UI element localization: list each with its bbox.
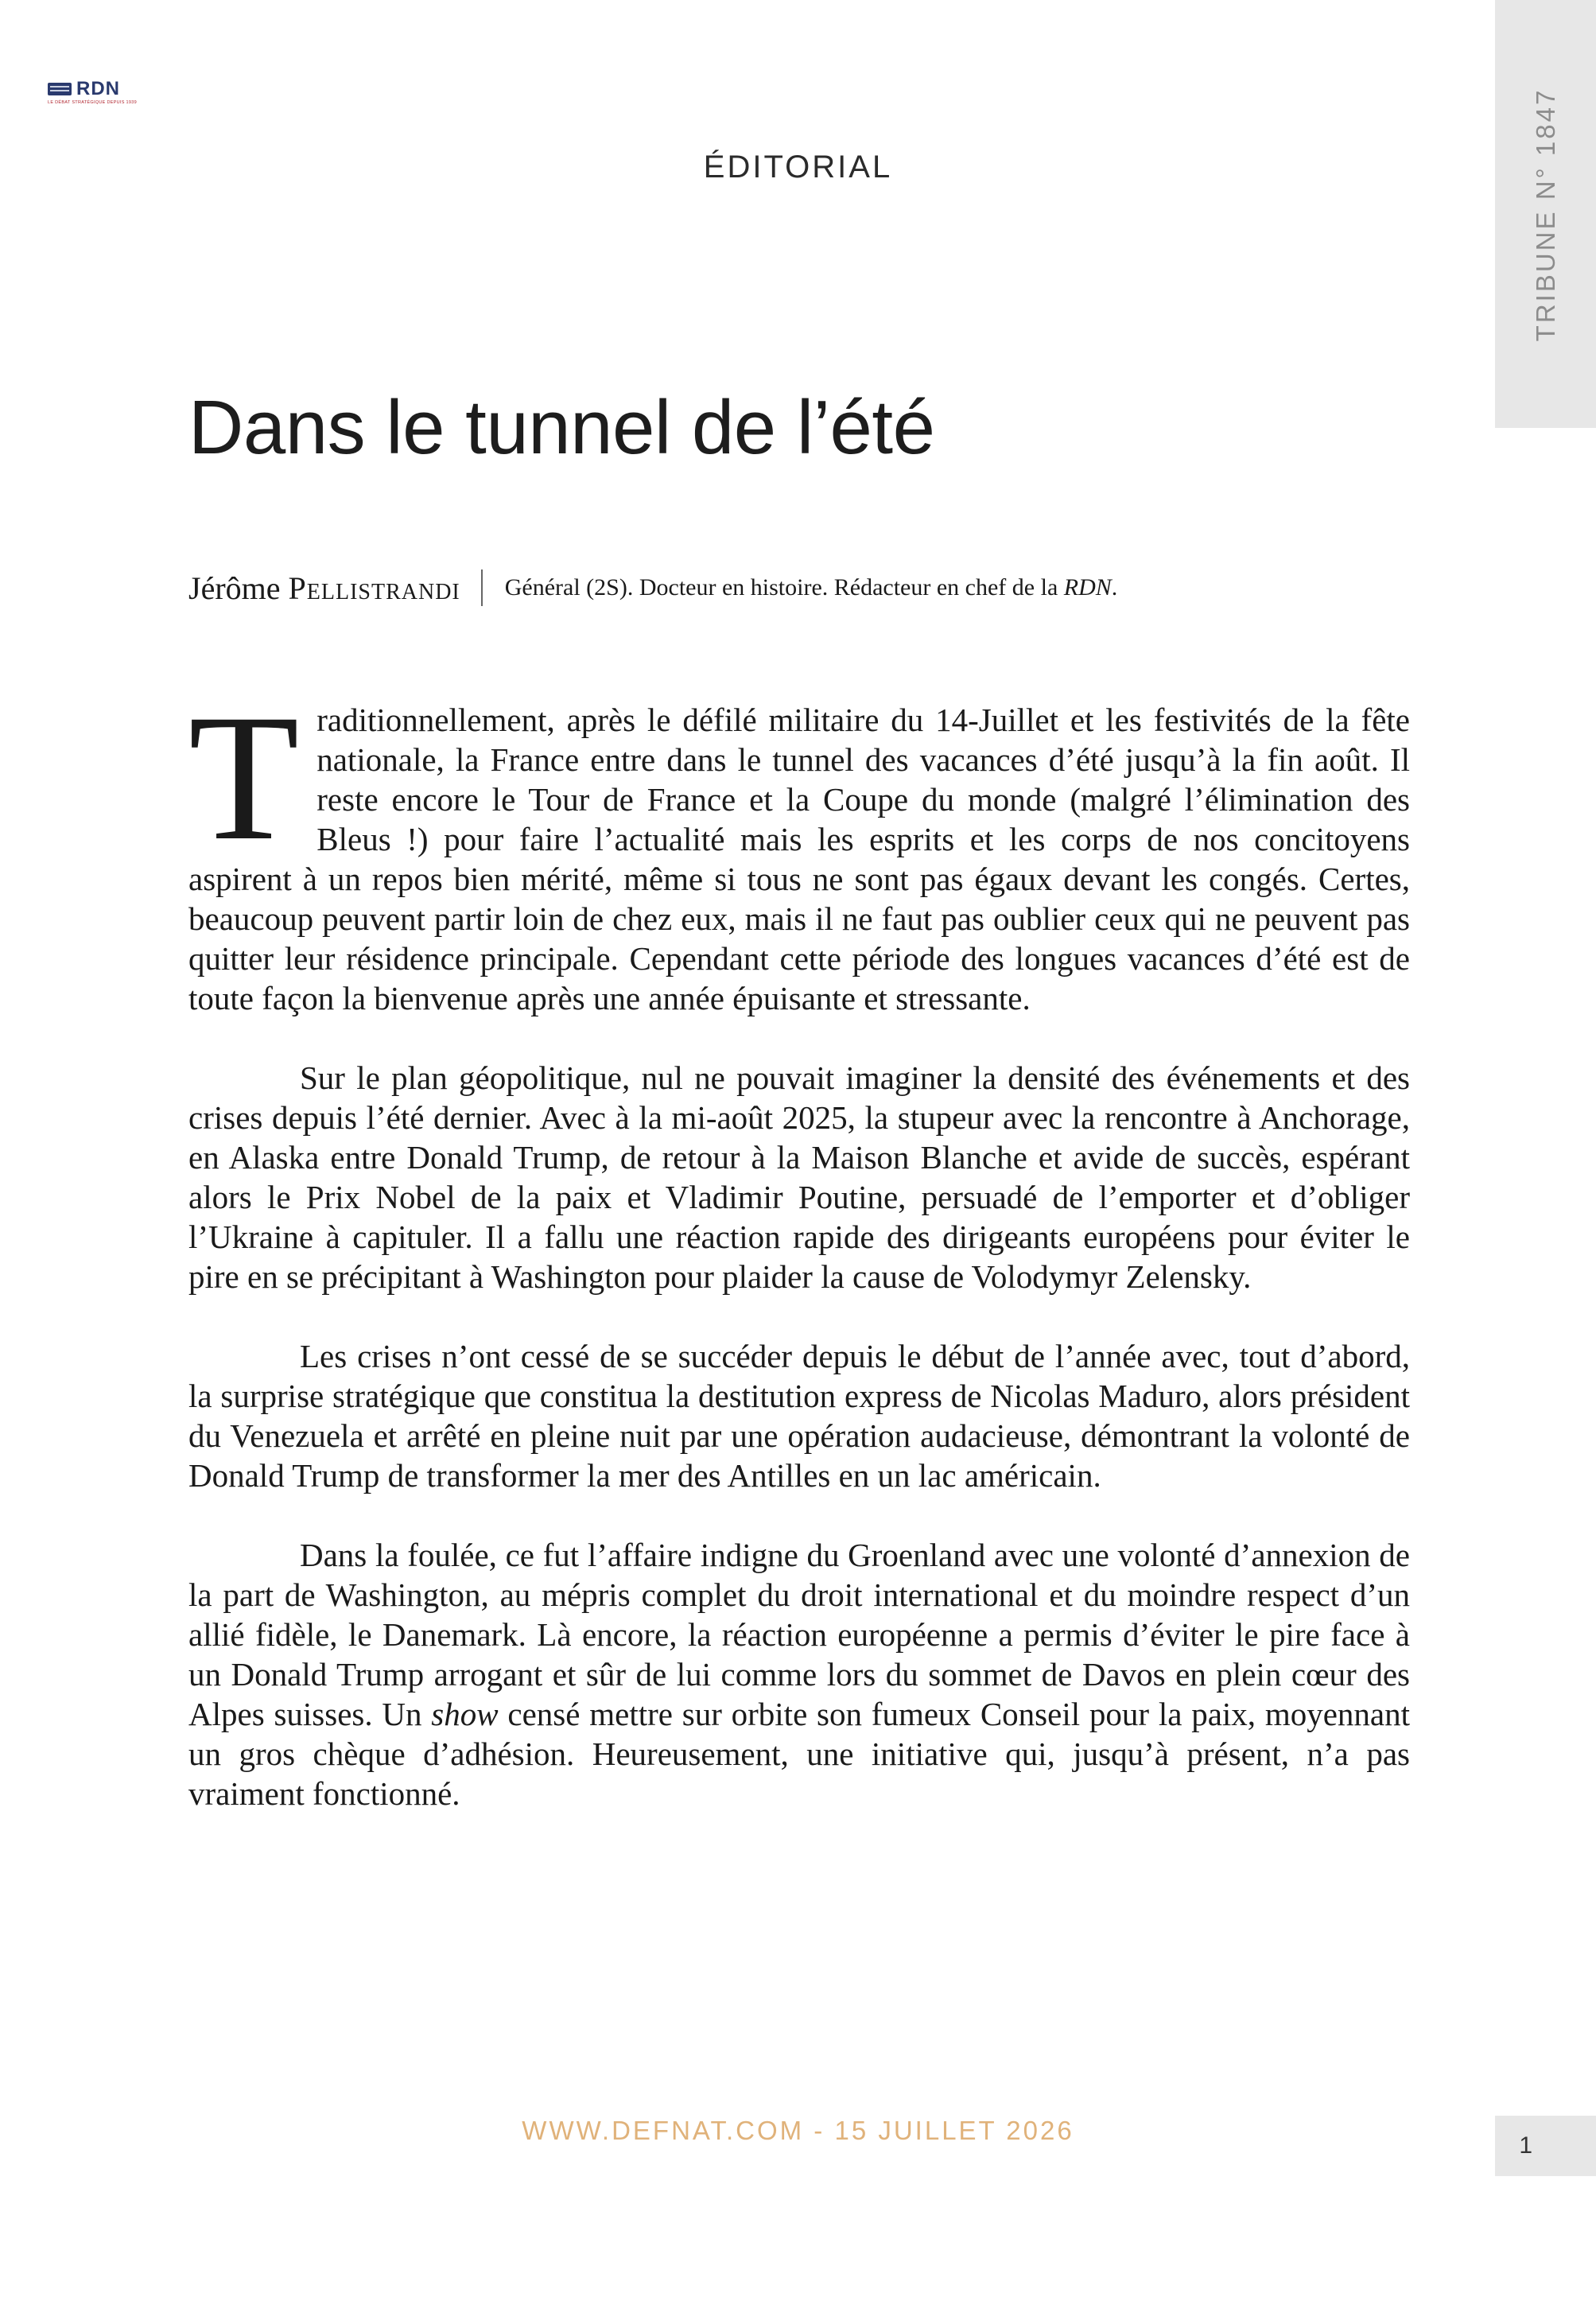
author-affiliation: Général (2S). Docteur en histoire. Rédacteur en chef de la RDN. (504, 574, 1118, 601)
paragraph-2: Sur le plan géopolitique, nul ne pouvait imaginer la densité des événements et des crises depuis l’été dernier. Avec à la mi-août 2025, la stupeur avec la rencontre à Anchorage, en Alaska entre Donald Trump, de retour à la Maison Blanche et avide de succès, espérant alors le Prix Nobel de la paix et Vladimir Poutine, persuadé de l’emporter et d’obliger l’Ukraine à capituler. Il a fallu une réaction rapide des dirigeants européens pour éviter le pire en se précipitant à Washington pour plaider la cause de Volodymyr Zelensky. (188, 1059, 1410, 1295)
journal-name: RDN (1063, 574, 1112, 601)
footer-url-date: WWW.DEFNAT.COM - 15 JUILLET 2026 (522, 2116, 1074, 2145)
author-last-name: Pellistrandi (288, 569, 460, 606)
section-label: ÉDITORIAL (703, 150, 893, 185)
logo-tagline: LE DÉBAT STRATÉGIQUE DEPUIS 1939 (48, 100, 137, 105)
paragraph-3: Les crises n’ont cessé de se succéder depuis le début de l’année avec, tout d’abord, la surprise stratégique que constitua la destitution express de Nicolas Maduro, alors président du Venezuela et arrêté en pleine nuit par une opération audacieuse, démontrant la volonté de Donald Trump de transformer la mer des Antilles en un lac américain. (188, 1338, 1410, 1494)
italic-word: show (431, 1696, 499, 1732)
paragraph-4: Dans la foulée, ce fut l’affaire indigne du Groenland avec une volonté d’annexion de la part de Washington, au mépris complet du droit international et du moindre respect d’un allié fidèle, le Danemark. Là encore, la réaction européenne a permis d’éviter le pire face à un Donald Trump arrogant et sûr de lui comme lors du sommet de Davos en plein cœur des Alpes suisses. Un show censé mettre sur orbite son fumeux Conseil pour la paix, moyennant un gros chèque d’adhésion. Heureusement, une initiative qui, jusqu’à présent, n’a pas vraiment fonctionné. (188, 1537, 1411, 1812)
page-tab (1495, 2116, 1596, 2176)
logo-name: RDN (76, 78, 120, 99)
rdn-logo (48, 80, 142, 111)
author-first-name: Jérôme (188, 569, 281, 606)
tribune-number: TRIBUNE N° 1847 (1531, 87, 1560, 342)
flag-icon (48, 83, 72, 95)
tribune-label (1495, 0, 1596, 428)
article-body (188, 678, 1411, 1853)
byline-separator (481, 569, 483, 606)
drop-cap: T (188, 678, 300, 878)
page-title: Dans le tunnel de l’été (188, 385, 935, 470)
page-number: 1 (1519, 2132, 1532, 2159)
author-name (188, 569, 460, 607)
paragraph-1: Traditionnellement, après le défilé militaire du 14-Juillet et les festivités de la fête nationale, la France entre dans le tunnel des vacances d’été jusqu’à la fin août. Il reste encore le Tour de France et la Coupe du monde (malgré l’élimination des Bleus !) pour faire l’actualité mais les esprits et les corps de nos concitoyens aspirent à un repos bien mérité, même si tous ne sont pas égaux devant les congés. Certes, beaucoup peuvent partir loin de chez eux, mais il ne faut pas oublier ceux qui ne peuvent pas quitter leur résidence principale. Cependant cette période des longues vacances d’été est de toute façon la bienvenue après une année épuisante et stressante. (188, 678, 1410, 1016)
byline (188, 568, 1117, 608)
